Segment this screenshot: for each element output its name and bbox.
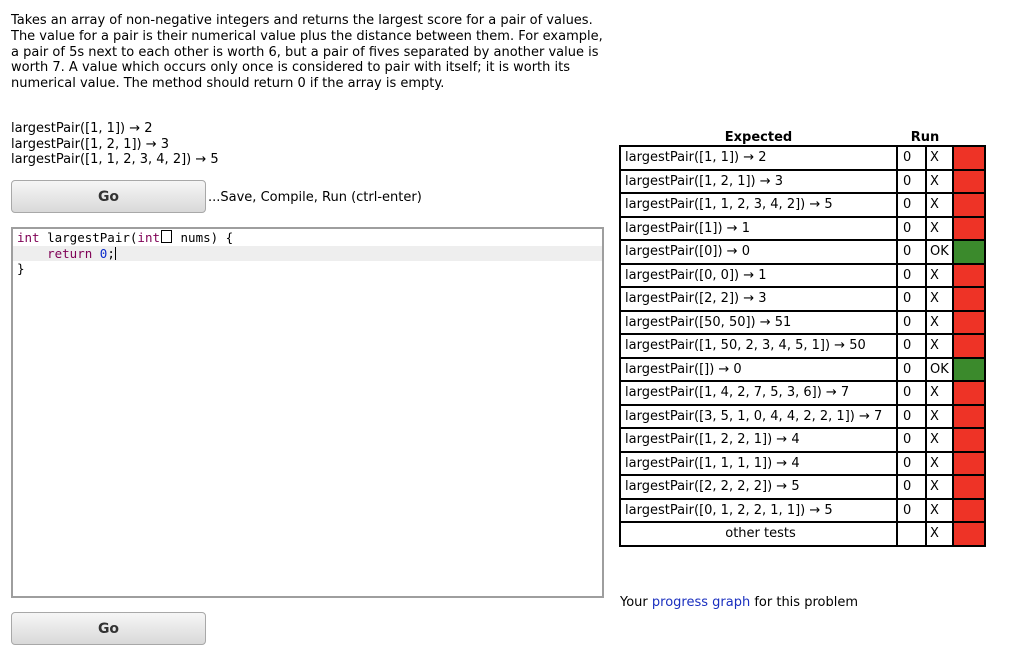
result-status-cell: X — [926, 452, 953, 476]
expected-cell: largestPair([1, 1, 1, 1]) → 4 — [620, 452, 897, 476]
run-value-cell: 0 — [897, 193, 926, 217]
expected-cell: largestPair([1, 4, 2, 7, 5, 3, 6]) → 7 — [620, 381, 897, 405]
status-color-swatch — [953, 475, 985, 499]
result-status-cell: X — [926, 311, 953, 335]
status-color-swatch — [953, 452, 985, 476]
code-keyword: int — [17, 230, 40, 245]
run-value-cell: 0 — [897, 311, 926, 335]
expected-header: Expected — [724, 129, 793, 145]
examples-list — [11, 121, 219, 168]
result-status-cell: X — [926, 170, 953, 194]
result-row — [620, 311, 985, 335]
status-color-swatch — [953, 311, 985, 335]
status-color-swatch — [953, 381, 985, 405]
example-line: largestPair([1, 1]) → 2 — [11, 121, 153, 136]
expected-cell: largestPair([3, 5, 1, 0, 4, 4, 2, 2, 1]) → 7 — [620, 405, 897, 429]
result-status-cell: X — [926, 193, 953, 217]
progress-graph-link[interactable]: progress graph — [651, 595, 751, 610]
code-keyword: int — [137, 230, 160, 245]
status-color-swatch — [953, 193, 985, 217]
status-color-swatch — [953, 287, 985, 311]
result-row — [620, 381, 985, 405]
expected-cell: largestPair([0, 0]) → 1 — [620, 264, 897, 288]
expected-cell: largestPair([1, 2, 2, 1]) → 4 — [620, 428, 897, 452]
text-cursor — [115, 247, 116, 260]
expected-cell: largestPair([1, 50, 2, 3, 4, 5, 1]) → 50 — [620, 334, 897, 358]
result-status-cell: OK — [926, 358, 953, 382]
run-value-cell: 0 — [897, 264, 926, 288]
status-color-swatch — [953, 405, 985, 429]
array-bracket-icon — [161, 230, 172, 243]
progress-suffix: for this problem — [750, 595, 858, 610]
expected-cell: largestPair([1, 1, 2, 3, 4, 2]) → 5 — [620, 193, 897, 217]
result-row — [620, 428, 985, 452]
save-compile-run-hint: ...Save, Compile, Run (ctrl-enter) — [208, 190, 422, 205]
status-color-swatch — [953, 170, 985, 194]
expected-cell: largestPair([0]) → 0 — [620, 240, 897, 264]
run-value-cell: 0 — [897, 358, 926, 382]
expected-cell: largestPair([]) → 0 — [620, 358, 897, 382]
expected-cell: largestPair([0, 1, 2, 2, 1, 1]) → 5 — [620, 499, 897, 523]
results-table — [619, 129, 986, 547]
result-status-cell: X — [926, 522, 953, 546]
code-line-signature — [17, 230, 602, 246]
result-status-cell: X — [926, 264, 953, 288]
expected-cell: largestPair([50, 50]) → 51 — [620, 311, 897, 335]
results-header-row — [620, 129, 985, 146]
result-row — [620, 334, 985, 358]
status-color-swatch — [953, 240, 985, 264]
other-tests-row — [620, 522, 985, 546]
result-status-cell: X — [926, 217, 953, 241]
status-color-swatch — [953, 358, 985, 382]
code-keyword: return — [47, 245, 93, 261]
result-row — [620, 405, 985, 429]
result-row — [620, 240, 985, 264]
run-value-cell: 0 — [897, 146, 926, 170]
expected-cell: largestPair([2, 2]) → 3 — [620, 287, 897, 311]
run-value-cell: 0 — [897, 475, 926, 499]
progress-prefix: Your — [620, 595, 652, 610]
code-method-name: largestPair( — [39, 230, 138, 245]
result-status-cell: X — [926, 287, 953, 311]
status-color-swatch — [953, 264, 985, 288]
result-row — [620, 146, 985, 170]
status-color-swatch — [953, 146, 985, 170]
progress-line — [620, 595, 858, 610]
run-value-cell: 0 — [897, 381, 926, 405]
run-value-cell: 0 — [897, 334, 926, 358]
run-value-cell: 0 — [897, 405, 926, 429]
result-status-cell: OK — [926, 240, 953, 264]
result-status-cell: X — [926, 381, 953, 405]
result-status-cell: X — [926, 428, 953, 452]
code-line-return — [13, 246, 602, 262]
status-color-swatch — [953, 334, 985, 358]
run-value-cell: 0 — [897, 217, 926, 241]
result-row — [620, 499, 985, 523]
expected-cell: largestPair([1]) → 1 — [620, 217, 897, 241]
results-body — [620, 146, 985, 546]
status-color-swatch — [953, 499, 985, 523]
result-row — [620, 475, 985, 499]
status-color-swatch — [953, 522, 985, 546]
result-status-cell: X — [926, 475, 953, 499]
run-value-cell: 0 — [897, 240, 926, 264]
run-value-cell: 0 — [897, 428, 926, 452]
code-editor[interactable] — [11, 227, 604, 598]
result-status-cell: X — [926, 405, 953, 429]
result-row — [620, 193, 985, 217]
run-header: Run — [910, 129, 940, 145]
header-spacer — [953, 129, 985, 146]
result-status-cell: X — [926, 499, 953, 523]
run-value-cell — [897, 522, 926, 546]
result-status-cell: X — [926, 146, 953, 170]
result-row — [620, 358, 985, 382]
example-line: largestPair([1, 1, 2, 3, 4, 2]) → 5 — [11, 152, 219, 167]
status-color-swatch — [953, 217, 985, 241]
expected-cell: largestPair([1, 1]) → 2 — [620, 146, 897, 170]
result-row — [620, 452, 985, 476]
result-row — [620, 287, 985, 311]
code-number: 0 — [99, 245, 108, 261]
code-semicolon: ; — [107, 245, 115, 261]
go-button-bottom[interactable]: Go — [11, 612, 206, 645]
go-button-top[interactable]: Go — [11, 180, 206, 213]
other-tests-label: other tests — [620, 522, 897, 546]
run-value-cell: 0 — [897, 287, 926, 311]
problem-description: Takes an array of non-negative integers and returns the largest score for a pair of values. The value for a pair is their numerical value plus the distance between them. For example, a pair of 5s next to each other is worth 6, but a pair of fives separated by another value is worth 7. A value which occurs only once is considered to pair with itself; it is worth its numerical value. The method should return 0 if the array is empty. — [11, 13, 603, 92]
result-row — [620, 170, 985, 194]
run-value-cell: 0 — [897, 499, 926, 523]
code-line-close: } — [17, 261, 25, 276]
run-value-cell: 0 — [897, 170, 926, 194]
example-line: largestPair([1, 2, 1]) → 3 — [11, 136, 170, 152]
result-row — [620, 217, 985, 241]
run-value-cell: 0 — [897, 452, 926, 476]
code-params: nums) { — [173, 230, 234, 245]
result-status-cell: X — [926, 334, 953, 358]
expected-cell: largestPair([1, 2, 1]) → 3 — [620, 170, 897, 194]
result-row — [620, 264, 985, 288]
expected-cell: largestPair([2, 2, 2, 2]) → 5 — [620, 475, 897, 499]
status-color-swatch — [953, 428, 985, 452]
